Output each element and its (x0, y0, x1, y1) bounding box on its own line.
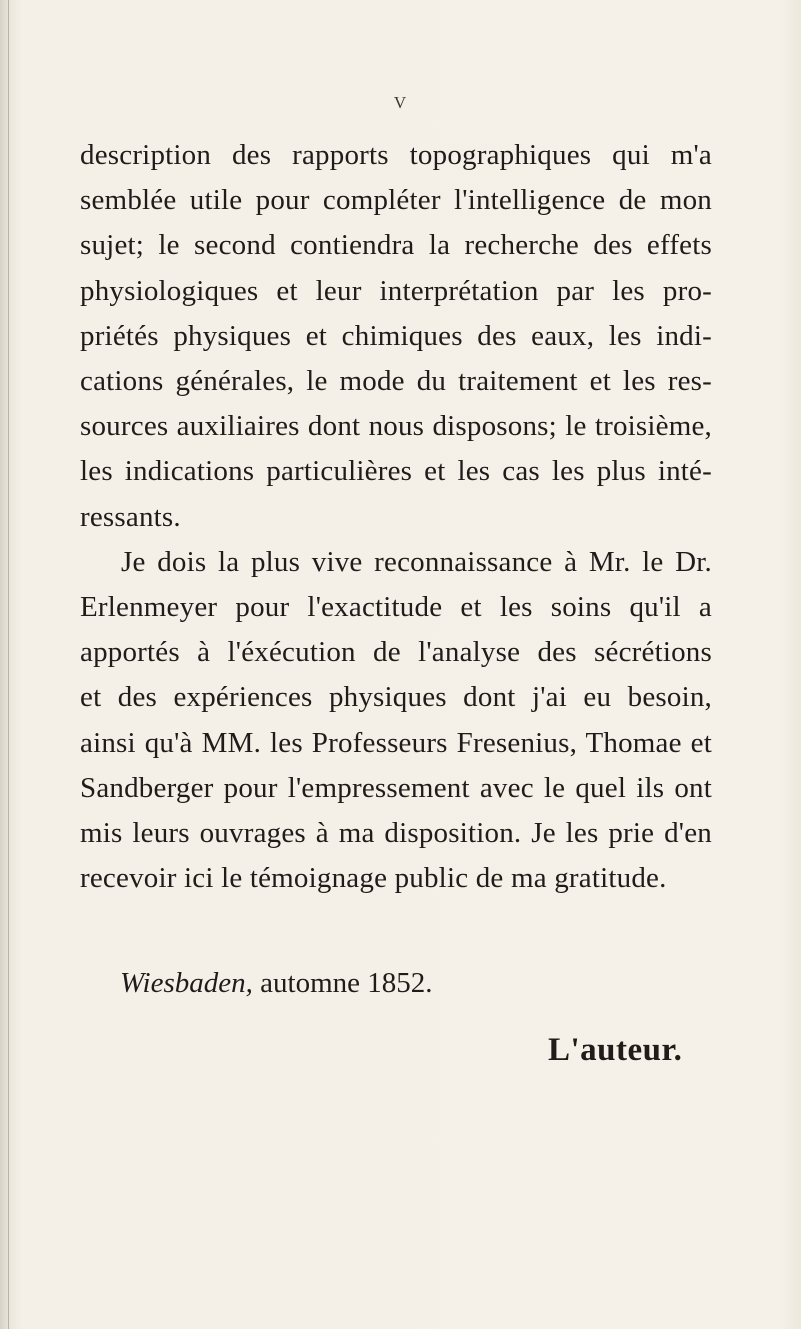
text-line: physiologiques et leur interprétation par les pro- (80, 274, 712, 307)
paragraph-acknowledgement (80, 540, 712, 902)
text-line: Erlenmeyer pour l'exactitude et les soins qu'il a (80, 591, 712, 624)
text-line: et des expériences physiques dont j'ai eu besoin, (80, 681, 712, 714)
text-line: ressants. (80, 500, 181, 533)
text-line: Sandberger pour l'empressement avec le quel ils ont (80, 771, 712, 804)
signature: L'auteur. (548, 1032, 683, 1068)
text-line: description des rapports topographiques qui m'a (80, 139, 712, 171)
text-line: sujet; le second contiendra la recherche des effets (80, 229, 712, 262)
text-line: cations générales, le mode du traitement et les res- (80, 365, 712, 398)
dateline (120, 967, 433, 1000)
text-line: priétés physiques et chimiques des eaux, les indi- (80, 319, 712, 352)
page-edge-line (8, 0, 9, 1329)
page-number: V (393, 93, 408, 112)
text-line: semblée utile pour compléter l'intelligence de mon (80, 184, 712, 217)
dateline-place: Wiesbaden, (120, 967, 253, 999)
text-line: les indications particulières et les cas les plus inté- (80, 455, 712, 488)
dateline-date: automne 1852. (260, 967, 433, 999)
body-text (80, 133, 712, 901)
text-line: mis leurs ouvrages à ma disposition. Je les prie d'en (80, 817, 712, 850)
text-line: Je dois la plus vive reconnaissance à Mr. le Dr. (121, 545, 712, 578)
paragraph-continued (80, 133, 712, 540)
text-line: sources auxiliaires dont nous disposons; le troisième, (80, 410, 712, 443)
text-line: ainsi qu'à MM. les Professeurs Fresenius, Thomae et (80, 726, 712, 759)
text-line: apportés à l'éxécution de l'analyse des sécrétions (80, 636, 712, 669)
text-line: recevoir ici le témoignage public de ma gratitude. (80, 862, 667, 895)
